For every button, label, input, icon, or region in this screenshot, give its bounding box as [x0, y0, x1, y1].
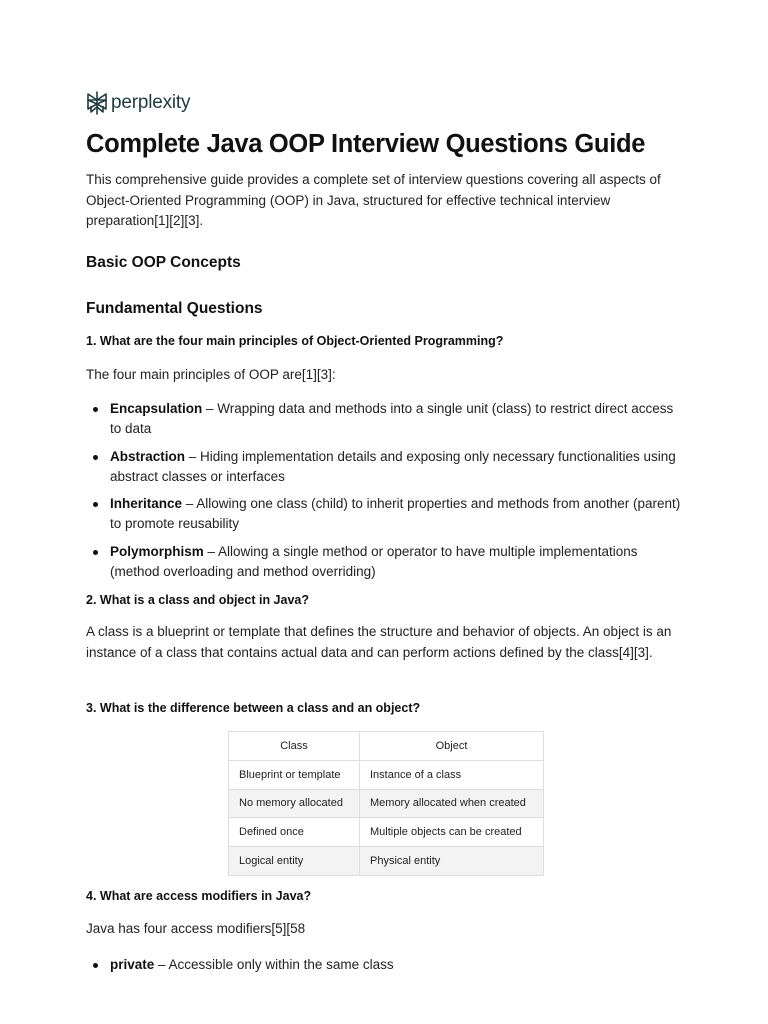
table-cell: Physical entity: [360, 847, 544, 876]
question-4-title: 4. What are access modifiers in Java?: [86, 889, 312, 903]
table-row: [229, 847, 544, 876]
table-cell: Logical entity: [229, 847, 360, 876]
table-cell: Blueprint or template: [229, 760, 360, 789]
table-cell: Instance of a class: [360, 760, 544, 789]
table-cell: Memory allocated when created: [360, 789, 544, 818]
question-2-title: 2. What is a class and object in Java?: [86, 593, 309, 607]
brand-name: perplexity: [111, 92, 191, 113]
question-1-title: 1. What are the four main principles of Object-Oriented Programming?: [86, 334, 504, 348]
table-row: [229, 789, 544, 818]
access-modifiers-list: [86, 955, 686, 975]
intro-paragraph: This comprehensive guide provides a complete set of interview questions covering all aspects of Object-Oriented Programming (OOP) in Java, structured for effective technical interview preparation[1][2][3].: [86, 172, 661, 228]
table-cell: Multiple objects can be created: [360, 818, 544, 847]
page-title: Complete Java OOP Interview Questions Guide: [86, 130, 646, 158]
table-header-object: Object: [360, 732, 544, 761]
list-item: private – Accessible only within the same class: [86, 955, 686, 975]
question-3-title: 3. What is the difference between a class and an object?: [86, 701, 421, 715]
principles-list: [86, 399, 686, 582]
list-item: Encapsulation – Wrapping data and methods into a single unit (class) to restrict direct access to data: [86, 399, 686, 439]
table-cell: Defined once: [229, 818, 360, 847]
list-item: Polymorphism – Allowing a single method or operator to have multiple implementations (method overloading and method overriding): [86, 542, 686, 582]
list-item: Abstraction – Hiding implementation details and exposing only necessary functionalities using abstract classes or interfaces: [86, 447, 686, 487]
question-4-lead: Java has four access modifiers[5][58: [86, 921, 306, 936]
class-object-table: [228, 731, 544, 876]
subsection-heading: Fundamental Questions: [86, 300, 263, 317]
table-cell: No memory allocated: [229, 789, 360, 818]
section-heading: Basic OOP Concepts: [86, 254, 241, 271]
table-row: [229, 818, 544, 847]
perplexity-logo-icon: [86, 91, 108, 115]
table-header-class: Class: [229, 732, 360, 761]
brand-logo: [86, 90, 190, 116]
list-item: Inheritance – Allowing one class (child) to inherit properties and methods from another (parent) to promote reusability: [86, 494, 686, 534]
table-header-row: [229, 732, 544, 761]
question-1-lead: The four main principles of OOP are[1][3]:: [86, 367, 336, 382]
table-row: [229, 760, 544, 789]
question-2-answer: A class is a blueprint or template that defines the structure and behavior of objects. An object is an instance of a class that contains actual data and can perform actions defined by the class[4][3].: [86, 624, 672, 660]
